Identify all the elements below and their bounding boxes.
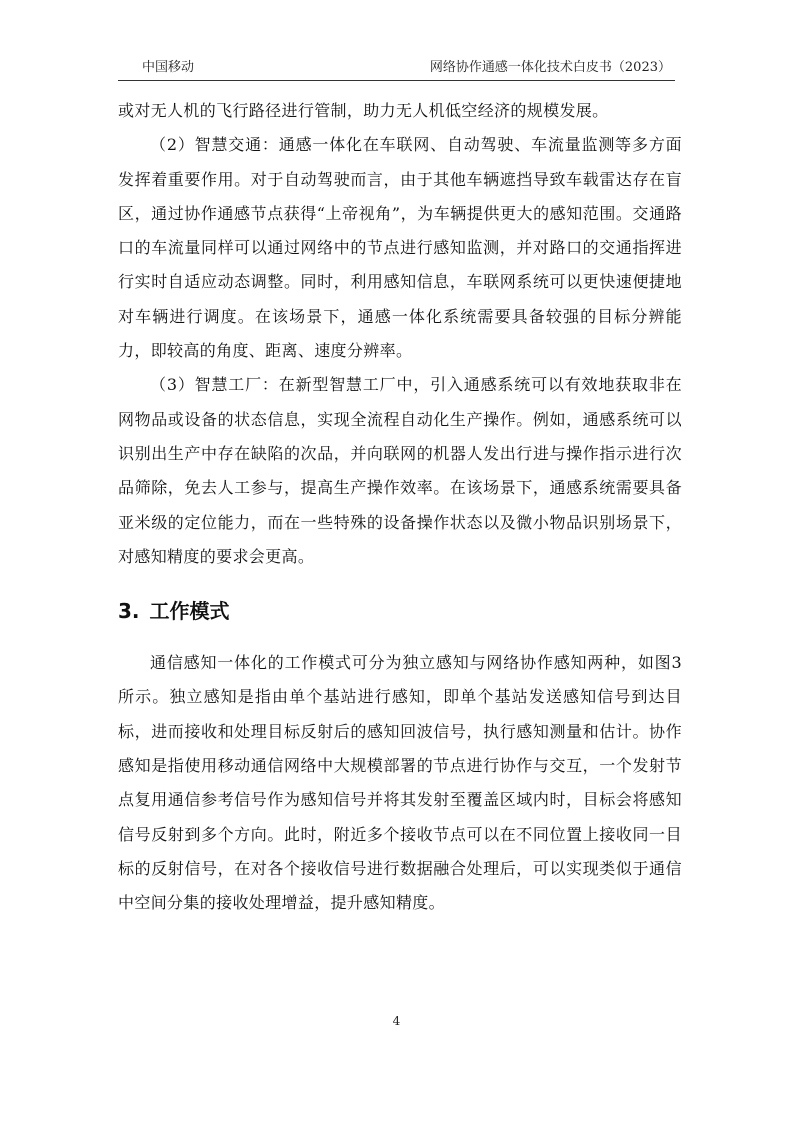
section-heading bbox=[118, 596, 682, 626]
section-number: 3. bbox=[118, 599, 140, 624]
paragraph-smart-factory: （3）智慧工厂：在新型智慧工厂中，引入通感系统可以有效地获取非在网物品或设备的状态信息，实现全流程自动化生产操作。例如，通感系统可以识别出生产中存在缺陷的次品，并向联网的机器人发出行进与操作指示进行次品筛除，免去人工参与，提高生产操作效率。在该场景下，通感系统需要具备亚米级的定位能力，而在一些特殊的设备操作状态以及微小物品识别场景下，对感知精度的要求会更高。 bbox=[118, 375, 682, 566]
section-title: 工作模式 bbox=[149, 599, 230, 624]
header-organization: 中国移动 bbox=[142, 60, 195, 75]
paragraph-smart-traffic: （2）智慧交通：通感一体化在车联网、自动驾驶、车流量监测等多方面发挥着重要作用。对于自动驾驶而言，由于其他车辆遮挡导致车载雷达存在盲区，通过协作通感节点获得“上帝视角”，为车辆提供更大的感知范围。交通路口的车流量同样可以通过网络中的节点进行感知监测，并对路口的交通指挥进行实时自适应动态调整。同时，利用感知信息，车联网系统可以更快速便捷地对车辆进行调度。在该场景下，通感一体化系统需要具备较强的目标分辨能力，即较高的角度、距离、速度分辨率。 bbox=[118, 135, 682, 361]
page-header bbox=[118, 52, 675, 81]
document-body bbox=[118, 94, 682, 921]
header-document-title: 网络协作通感一体化技术白皮书（2023） bbox=[429, 60, 671, 75]
paragraph-continuation: 或对无人机的飞行路径进行管制，助力无人机低空经济的规模发展。 bbox=[118, 101, 609, 120]
page-number: 4 bbox=[392, 1014, 401, 1028]
paragraph-working-modes: 通信感知一体化的工作模式可分为独立感知与网络协作感知两种，如图3所示。独立感知是指由单个基站进行感知，即单个基站发送感知信号到达目标，进而接收和处理目标反射后的感知回波信号，执行感知测量和估计。协作感知是指使用移动通信网络中大规模部署的节点进行协作与交互，一个发射节点复用通信参考信号作为感知信号并将其发射至覆盖区域内时，目标会将感知信号反射到多个方向。此时，附近多个接收节点可以在不同位置上接收同一目标的反射信号，在对各个接收信号进行数据融合处理后，可以实现类似于通信中空间分集的接收处理增益，提升感知精度。 bbox=[118, 653, 682, 913]
